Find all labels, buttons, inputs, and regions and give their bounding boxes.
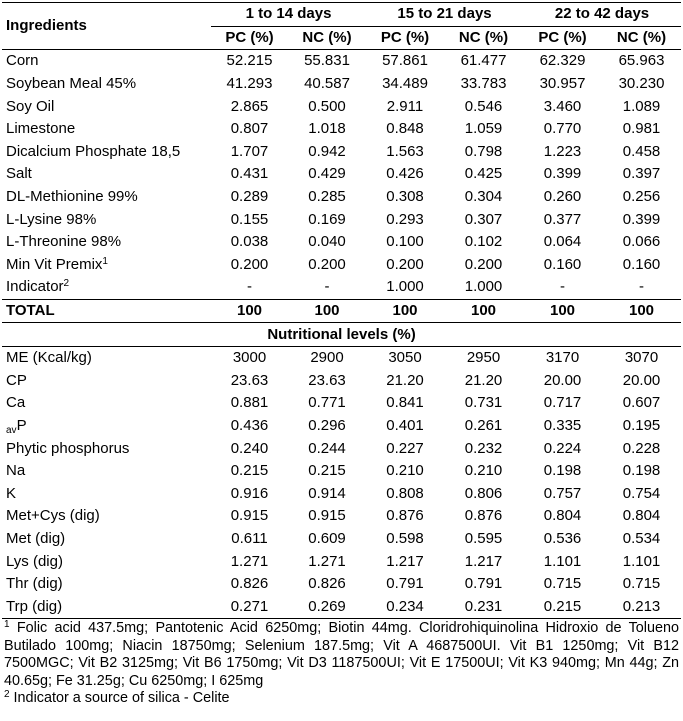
value-cell: 0.200 [386,255,424,273]
value-cell: 0.915 [230,507,269,525]
total-label: TOTAL [2,299,211,323]
ingredient-row [2,163,681,186]
nutrient-name [2,505,211,528]
value-cell: 3170 [545,349,580,367]
row-label: Corn [6,52,39,70]
value-cell: - [324,278,330,296]
row-label: L-Lysine 98% [6,210,97,228]
value-cell: 0.458 [622,142,661,160]
total-cell: 100 [211,299,288,323]
period-header: 15 to 21 days [366,3,523,27]
ingredient-row [2,73,681,96]
footnotes [2,619,681,708]
value-cell: 20.00 [543,371,582,389]
value-cell: 1.217 [464,552,503,570]
row-label: Dicalcium Phosphate 18,5 [6,142,181,160]
value-cell: 0.916 [230,484,269,502]
nutritional-title: Nutritional levels (%) [2,323,681,347]
value-cell: 0.914 [308,484,346,502]
nutrient-name [2,595,211,618]
value-cell: 0.234 [366,595,444,618]
ingredient-name [2,231,211,254]
value-cell: 0.536 [543,529,582,547]
value-cell: 3070 [624,349,659,367]
value-cell: 3050 [388,349,422,367]
ingredient-row [2,276,681,299]
nutrient-name [2,528,211,551]
row-label: K [6,484,17,502]
value-cell: 0.269 [288,595,366,618]
row-label: Limestone [6,120,76,138]
row-label: Lys (dig) [6,552,63,570]
value-cell: 21.20 [386,371,424,389]
row-label: ME (Kcal/kg) [6,349,92,367]
total-cell: 100 [444,299,523,323]
ingredient-row [2,50,681,73]
value-cell: 0.876 [464,507,503,525]
value-cell: 0.881 [230,394,269,412]
total-cell: 100 [366,299,444,323]
treatment-header: PC (%) [211,26,288,50]
nutrient-row [2,505,681,528]
value-cell: 1.271 [308,552,346,570]
value-cell: 65.963 [618,52,665,70]
row-label: Min Vit Premix [6,255,103,273]
value-cell: 0.040 [308,233,346,251]
value-cell: 0.848 [386,120,424,138]
value-cell: 0.611 [231,529,268,547]
value-cell: 0.038 [230,233,269,251]
value-cell: 0.546 [464,97,503,115]
value-cell: 21.20 [464,371,503,389]
value-cell: 0.296 [308,416,346,434]
ingredient-row [2,208,681,231]
total-cell: 100 [602,299,681,323]
value-cell: 0.289 [230,188,269,206]
value-cell: 0.808 [386,484,424,502]
ingredient-name [2,186,211,209]
value-cell: 1.217 [386,552,424,570]
value-cell: 55.831 [304,52,350,70]
value-cell: 0.500 [308,97,346,115]
value-cell: 0.757 [543,484,582,502]
row-label: Ca [6,394,26,412]
value-cell: 0.876 [386,507,424,525]
nutritional-section-header [2,323,681,347]
value-cell: - [560,278,566,296]
value-cell: 0.304 [464,188,503,206]
nutrient-name [2,370,211,393]
value-cell: 61.477 [460,52,507,70]
value-cell: 0.240 [230,439,269,457]
ingredient-name [2,95,211,118]
value-cell: 2.865 [230,97,269,115]
ingredient-name [2,254,211,277]
nutrient-row [2,573,681,596]
value-cell: 0.335 [543,416,582,434]
value-cell: 0.256 [622,188,661,206]
value-cell: 0.425 [464,165,503,183]
value-cell: - [247,278,252,296]
value-cell: 0.224 [543,439,582,457]
ingredients-section [2,50,681,300]
value-cell: 0.377 [543,210,582,228]
value-cell: 41.293 [226,75,273,93]
value-cell: 0.232 [464,439,503,457]
diet-composition-table [2,2,681,619]
value-cell: 23.63 [230,371,269,389]
value-cell: 33.783 [460,75,507,93]
value-cell: 0.228 [622,439,661,457]
footnote-text: Indicator a source of silica - Celite [9,690,230,707]
ingredient-row [2,254,681,277]
nutrient-name [2,482,211,505]
value-cell: 0.942 [308,142,346,160]
nutrient-row [2,392,681,415]
subscript: av [6,424,17,436]
nutrient-name [2,573,211,596]
value-cell: 0.791 [386,575,424,593]
value-cell: 30.957 [539,75,586,93]
nutrient-name [2,392,211,415]
value-cell: 0.285 [308,188,346,206]
ingredient-name [2,73,211,96]
nutrient-row [2,346,681,369]
value-cell: 0.160 [622,255,661,273]
value-cell: 57.861 [382,52,428,70]
value-cell: 0.198 [622,462,661,480]
value-cell: 0.215 [523,595,602,618]
row-label: CP [6,371,27,389]
value-cell: 0.399 [622,210,661,228]
value-cell: 0.770 [543,120,582,138]
nutrient-row [2,595,681,618]
treatment-header: PC (%) [366,26,444,50]
value-cell: 0.160 [543,255,582,273]
value-cell: 0.806 [464,484,503,502]
row-label: Indicator [6,278,64,296]
value-cell: 0.271 [211,595,288,618]
value-cell: 0.826 [230,575,269,593]
value-cell: 0.244 [308,439,346,457]
value-cell: 0.715 [543,575,582,593]
value-cell: 0.607 [622,394,661,412]
total-cell: 100 [288,299,366,323]
value-cell: 0.798 [464,142,503,160]
footnote-1 [4,620,679,690]
value-cell: 1.059 [464,120,503,138]
value-cell: 0.210 [386,462,424,480]
value-cell: 1.101 [622,552,661,570]
value-cell: 0.066 [622,233,661,251]
value-cell: 0.200 [464,255,503,273]
value-cell: 0.198 [543,462,582,480]
row-label: Soy Oil [6,97,55,115]
value-cell: 0.215 [308,462,346,480]
value-cell: 0.260 [543,188,582,206]
nutrient-name [2,415,211,438]
nutrient-name [2,460,211,483]
nutrient-row [2,460,681,483]
period-header: 1 to 14 days [211,3,366,27]
ingredient-row [2,95,681,118]
value-cell: 0.731 [464,394,503,412]
row-label: Na [6,462,26,480]
value-cell: 0.715 [622,575,661,593]
value-cell: 0.826 [308,575,346,593]
value-cell: 0.200 [308,255,346,273]
nutrient-row [2,528,681,551]
nutrient-row [2,370,681,393]
value-cell: 0.210 [464,462,503,480]
treatment-header: NC (%) [288,26,366,50]
nutrient-row [2,415,681,438]
value-cell: 20.00 [622,371,661,389]
ingredient-name [2,141,211,164]
row-label: Phytic phosphorus [6,439,130,457]
footnote-text: Folic acid 437.5mg; Pantotenic Acid 6250mg; Biotin 44mg. Cloridrohiquinolina Hidroxio de Tolueno Butilado 100mg; Niacin 18750mg; Selenium 187.5mg; Vit A 4687500UI. Vit B1 1250mg; Vit B12 7500MGC; Vit B2 3125mg; Vit B6 1750mg; Vit D3 1187500UI; Vit E 17500UI; Vit K3 940mg; Mn 44g; Zn 40.65g; Fe 31.25g; Cu 6250mg; I 625mg [4,620,679,689]
nutrient-name [2,437,211,460]
nutrient-name [2,550,211,573]
value-cell: 0.293 [386,210,424,228]
value-cell: 2950 [466,349,501,367]
value-cell: 1.101 [543,552,582,570]
value-cell: 0.200 [230,255,269,273]
total-section [2,299,681,346]
value-cell: 3.460 [543,97,582,115]
value-cell: 23.63 [308,371,346,389]
value-cell: 0.841 [386,394,424,412]
ingredient-name [2,50,211,73]
footnote-mark: 2 [4,689,10,701]
value-cell: 0.307 [464,210,503,228]
value-cell: 0.227 [386,439,424,457]
value-cell: 0.100 [386,233,424,251]
value-cell: 1.223 [543,142,582,160]
value-cell: 1.089 [622,97,661,115]
value-cell: 0.598 [386,529,424,547]
row-label: Thr (dig) [6,575,63,593]
value-cell: 2900 [310,349,344,367]
total-cell: 100 [523,299,602,323]
value-cell: 0.064 [543,233,582,251]
footnote-2 [4,690,679,708]
footnote-mark: 1 [102,255,108,267]
nutritional-section [2,346,681,618]
treatment-header: NC (%) [444,26,523,50]
value-cell: 0.213 [602,595,681,618]
value-cell: 0.436 [230,416,269,434]
value-cell: 34.489 [382,75,428,93]
value-cell: 0.102 [464,233,503,251]
nutrient-row [2,550,681,573]
value-cell: 3000 [232,349,267,367]
value-cell: 40.587 [304,75,350,93]
row-label: L-Threonine 98% [6,233,122,251]
ingredient-name [2,163,211,186]
value-cell: 0.426 [386,165,424,183]
ingredient-row [2,231,681,254]
footnote-mark: 1 [4,619,10,631]
value-cell: - [639,278,645,296]
value-cell: 62.329 [539,52,586,70]
value-cell: 30.230 [618,75,665,93]
value-cell: 1.000 [464,278,503,296]
value-cell: 0.397 [622,165,661,183]
row-label: P [16,416,27,434]
ingredient-row [2,141,681,164]
ingredient-name [2,208,211,231]
ingredient-row [2,118,681,141]
nutrient-row [2,437,681,460]
value-cell: 0.399 [543,165,582,183]
value-cell: 0.534 [622,529,661,547]
value-cell: 0.231 [444,595,523,618]
nutrient-name [2,346,211,369]
row-label: DL-Methionine 99% [6,188,138,206]
value-cell: 0.981 [622,120,661,138]
value-cell: 0.609 [308,529,346,547]
value-cell: 1.707 [230,142,269,160]
value-cell: 0.215 [230,462,269,480]
value-cell: 1.271 [230,552,269,570]
value-cell: 0.771 [308,394,346,412]
ingredient-row [2,186,681,209]
period-header-row [2,3,681,27]
row-label: Soybean Meal 45% [6,75,137,93]
value-cell: 0.804 [622,507,661,525]
ingredients-header: Ingredients [2,3,211,50]
nutrient-row [2,482,681,505]
value-cell: 0.195 [622,416,661,434]
value-cell: 1.018 [308,120,346,138]
treatment-header: NC (%) [602,26,681,50]
row-label: Salt [6,165,32,183]
value-cell: 0.429 [308,165,346,183]
footnote-mark: 2 [63,278,70,290]
value-cell: 0.807 [230,120,269,138]
value-cell: 0.169 [308,210,346,228]
period-header: 22 to 42 days [523,3,681,27]
row-label: Trp (dig) [6,597,63,615]
value-cell: 0.401 [386,416,424,434]
value-cell: 0.804 [543,507,582,525]
value-cell: 0.261 [464,416,503,434]
ingredient-name [2,276,211,299]
value-cell: 0.431 [230,165,269,183]
row-label: Met (dig) [6,529,66,547]
treatment-header: PC (%) [523,26,602,50]
value-cell: 0.595 [464,529,503,547]
value-cell: 0.915 [308,507,346,525]
value-cell: 0.754 [622,484,661,502]
total-row [2,299,681,323]
value-cell: 0.791 [464,575,503,593]
value-cell: 1.000 [386,278,424,296]
value-cell: 2.911 [386,97,424,115]
value-cell: 52.215 [226,52,273,70]
value-cell: 1.563 [386,142,424,160]
row-label: Met+Cys (dig) [6,507,100,525]
ingredient-name [2,118,211,141]
value-cell: 0.308 [386,188,424,206]
value-cell: 0.155 [230,210,269,228]
value-cell: 0.717 [543,394,582,412]
